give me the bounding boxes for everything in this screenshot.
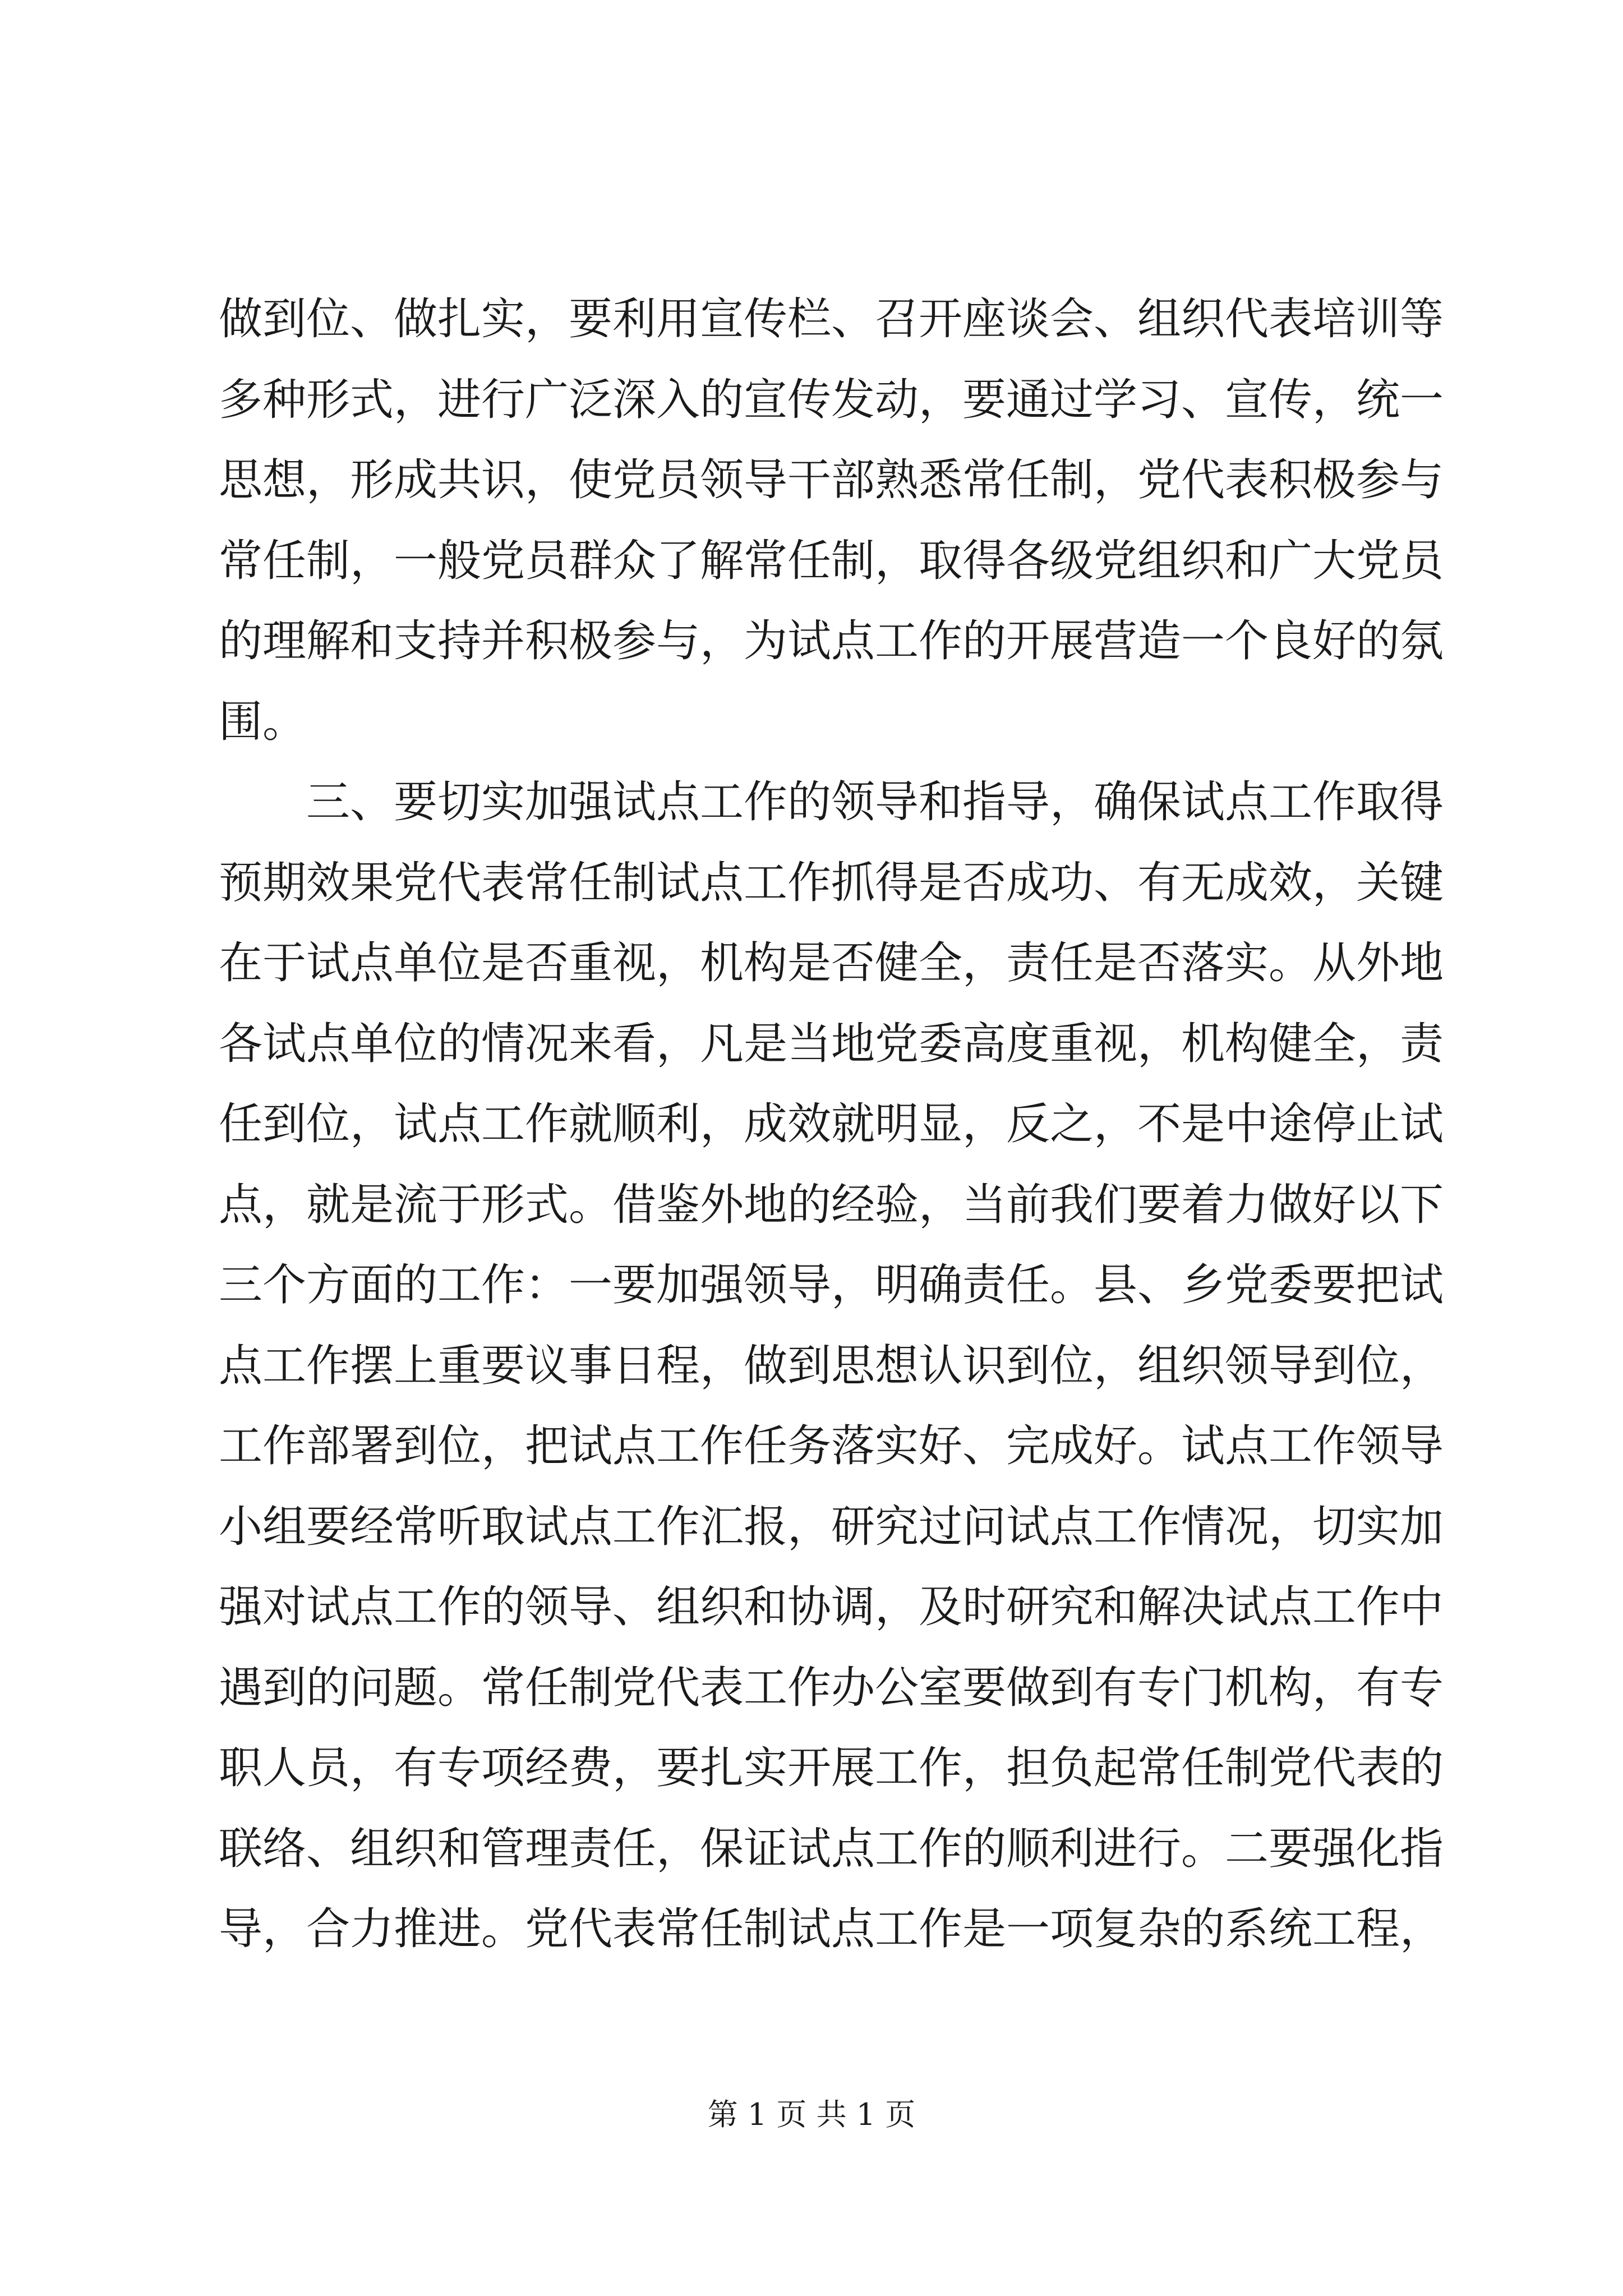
- text-line: 三个方面的工作：一要加强领导，明确责任。县、乡党委要把试: [219, 1260, 1444, 1310]
- text-line: 工作部署到位，把试点工作任务落实好、完成好。试点工作领导: [219, 1421, 1444, 1471]
- text-line: 三、要切实加强试点工作的领导和指导，确保试点工作取得: [219, 777, 1444, 827]
- text-line: 强对试点工作的领导、组织和协调，及时研究和解决试点工作中: [219, 1582, 1444, 1632]
- body-text: [219, 279, 1444, 1970]
- text-line: 在于试点单位是否重视，机构是否健全，责任是否落实。从外地: [219, 938, 1444, 988]
- text-line: 点工作摆上重要议事日程，做到思想认识到位，组织领导到位，: [219, 1340, 1444, 1391]
- text-line: 联络、组织和管理责任，保证试点工作的顺利进行。二要强化指: [219, 1823, 1444, 1874]
- text-line: 的理解和支持并积极参与，为试点工作的开展营造一个良好的氛: [219, 616, 1444, 666]
- text-line: 各试点单位的情况来看，凡是当地党委高度重视，机构健全，责: [219, 1018, 1444, 1069]
- page-footer: 第 1 页 共 1 页: [707, 2097, 916, 2132]
- text-line: 点，就是流于形式。借鉴外地的经验，当前我们要着力做好以下: [219, 1179, 1444, 1230]
- text-line: 做到位、做扎实，要利用宣传栏、召开座谈会、组织代表培训等: [219, 294, 1444, 344]
- text-line: 围。: [219, 696, 307, 747]
- text-line: 常任制，一般党员群众了解常任制，取得各级党组织和广大党员: [219, 535, 1444, 586]
- text-line: 任到位，试点工作就顺利，成效就明显，反之，不是中途停止试: [219, 1099, 1444, 1149]
- text-line: 遇到的问题。常任制党代表工作办公室要做到有专门机构，有专: [219, 1662, 1444, 1713]
- text-line: 职人员，有专项经费，要扎实开展工作，担负起常任制党代表的: [219, 1743, 1444, 1793]
- text-line: 导，合力推进。党代表常任制试点工作是一项复杂的系统工程，: [219, 1904, 1444, 1954]
- text-line: 预期效果党代表常任制试点工作抓得是否成功、有无成效，关键: [219, 857, 1444, 908]
- text-line: 小组要经常听取试点工作汇报，研究过问试点工作情况，切实加: [219, 1501, 1444, 1552]
- text-line: 思想，形成共识，使党员领导干部熟悉常任制，党代表积极参与: [219, 455, 1444, 505]
- text-line: 多种形式，进行广泛深入的宣传发动，要通过学习、宣传，统一: [219, 374, 1444, 425]
